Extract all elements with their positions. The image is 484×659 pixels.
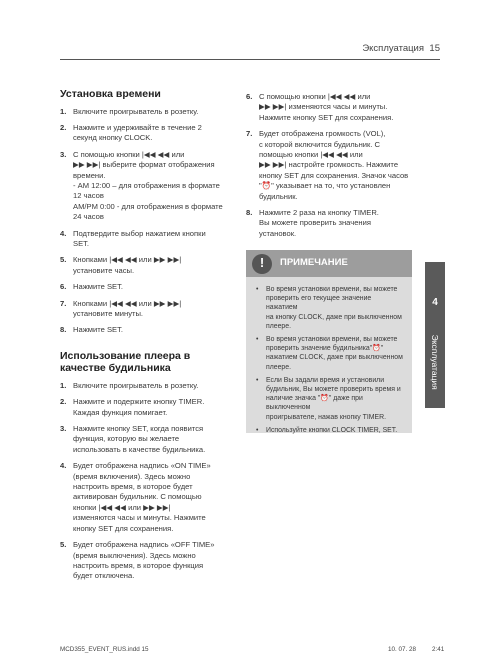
step-item xyxy=(60,424,225,455)
step-text: Включите проигрыватель в розетку. xyxy=(73,106,199,116)
step-item xyxy=(60,540,225,582)
note-text: Если Вы задали время и установили будильник, Вы можете проверить время и наличие значка "⏰" даже при выключенном проигрывателе, нажав кнопку TIMER. xyxy=(266,376,401,421)
note-list xyxy=(246,277,412,435)
step-number: 6. xyxy=(246,92,253,101)
page-number: 15 xyxy=(429,43,440,54)
step-number: 1. xyxy=(60,106,67,116)
note-item xyxy=(256,426,404,435)
step-text: Нажмите SET. xyxy=(73,325,124,335)
step-item xyxy=(60,381,225,391)
step-number: 2. xyxy=(60,122,67,132)
step-number: 7. xyxy=(246,129,253,139)
step-text: Нажмите 2 раза на кнопку TIMER. Вы можете проверить значения установок. xyxy=(259,208,379,238)
footer-time: 2:41 xyxy=(432,646,445,653)
step-item xyxy=(60,397,225,418)
alarm-steps-continued-list xyxy=(246,92,414,239)
bullet-icon: • xyxy=(256,426,259,434)
section-title-alarm: Использование плеера в качестве будильника xyxy=(60,349,191,375)
clock-steps-list xyxy=(60,107,225,336)
step-number: 4. xyxy=(60,228,67,238)
step-text: Будет отображена надпись «OFF TIME» (время выключения). Здесь можно настроить время, в которое функция будет отключена. xyxy=(73,540,215,581)
step-number: 8. xyxy=(246,208,253,218)
note-text: Используйте кнопки CLOCK TIMER, SET. xyxy=(266,426,398,434)
note-item xyxy=(256,285,404,331)
step-number: 5. xyxy=(60,255,67,265)
header-rule xyxy=(60,59,440,60)
step-text: Нажмите SET. xyxy=(73,282,124,292)
step-item xyxy=(60,299,225,320)
step-number: 3. xyxy=(60,424,67,434)
step-item xyxy=(246,208,414,239)
step-text: С помощью кнопки |◀◀ ◀◀ или ▶▶ ▶▶| изменяются часы и минуты. Нажмите кнопку SET для сохранения. xyxy=(259,92,394,122)
step-text: Нажмите кнопку SET, когда появится функция, которую вы желаете использовать в качестве будильника. xyxy=(73,424,206,454)
chapter-side-tab xyxy=(425,262,445,408)
step-text: Будет отображена громкость (VOL), с которой включится будильник. С помощью кнопки |◀◀ ◀◀ или ▶▶ ▶▶| настройте громкость. Нажмите кнопку SET для сохранения. Значок часов "⏰" указывает на то, что установлен будильник. xyxy=(259,129,409,201)
step-number: 4. xyxy=(60,461,67,471)
section-name: Эксплуатация xyxy=(362,43,424,54)
footer-date: 10. 07. 28 xyxy=(388,646,417,653)
note-title: ПРИМЕЧАНИЕ xyxy=(280,257,348,269)
step-item xyxy=(60,282,225,292)
bullet-icon: • xyxy=(256,376,259,384)
section-title-clock: Установка времени xyxy=(60,88,161,100)
step-text: Нажмите и удерживайте в течение 2 секунд кнопку CLOCK. xyxy=(73,122,202,143)
step-item xyxy=(60,325,225,335)
note-header xyxy=(246,250,412,277)
chapter-label: Эксплуатация xyxy=(430,334,441,390)
left-column xyxy=(60,88,225,588)
right-column xyxy=(246,92,414,245)
step-number: 2. xyxy=(60,397,67,407)
step-text: Кнопками |◀◀ ◀◀ или ▶▶ ▶▶| установите часы. xyxy=(73,255,182,275)
step-item xyxy=(60,150,225,223)
step-number: 6. xyxy=(60,282,67,292)
step-item xyxy=(60,107,225,117)
step-item xyxy=(246,129,414,202)
step-item xyxy=(60,229,225,250)
note-item xyxy=(256,376,404,422)
step-text: Кнопками |◀◀ ◀◀ или ▶▶ ▶▶| установите минуты. xyxy=(73,298,182,318)
chapter-number: 4 xyxy=(432,297,438,308)
step-text: Нажмите и подержите кнопку TIMER. Каждая функция помигает. xyxy=(73,397,205,417)
bullet-icon: • xyxy=(256,336,259,344)
step-text: Включите проигрыватель в розетку. xyxy=(73,380,199,390)
note-item xyxy=(256,335,404,372)
step-item xyxy=(60,123,225,144)
step-item xyxy=(60,461,225,534)
note-box xyxy=(246,250,412,433)
step-number: 3. xyxy=(60,149,67,159)
alarm-steps-list xyxy=(60,381,225,582)
step-text: С помощью кнопки |◀◀ ◀◀ или ▶▶ ▶▶| выберите формат отображения времени. - AM 12:00 – для отображения в формате 12 часов AM/PM 0:00 - для отображения в формате 24 часов xyxy=(73,149,223,222)
note-text: Во время установки времени, вы можете проверить значение будильника"⏰" нажатием CLOCK, даже при выключенном плеере. xyxy=(266,336,403,371)
step-number: 1. xyxy=(60,380,67,390)
step-item xyxy=(60,255,225,276)
bullet-icon: • xyxy=(256,286,259,293)
step-number: 7. xyxy=(60,298,67,308)
note-text: Во время установки времени, вы можете проверить его текущее значение нажатием на кнопку CLOCK, даже при выключенном плеере. xyxy=(266,286,402,330)
step-number: 8. xyxy=(60,325,67,335)
step-text: Подтвердите выбор нажатием кнопки SET. xyxy=(73,228,206,248)
step-number: 5. xyxy=(60,540,67,550)
footer-filename: MCD355_EVENT_RUS.indd 15 xyxy=(60,646,149,653)
exclamation-icon: ! xyxy=(252,254,272,274)
step-item xyxy=(246,92,414,123)
step-text: Будет отображена надпись «ON TIME» (время включения). Здесь можно настроить время, в которое будет активирован будильник. С помощью кнопки |◀◀ ◀◀ или ▶▶ ▶▶| изменяются часы и минуты. Нажмите кнопку SET для сохранения. xyxy=(73,461,211,533)
